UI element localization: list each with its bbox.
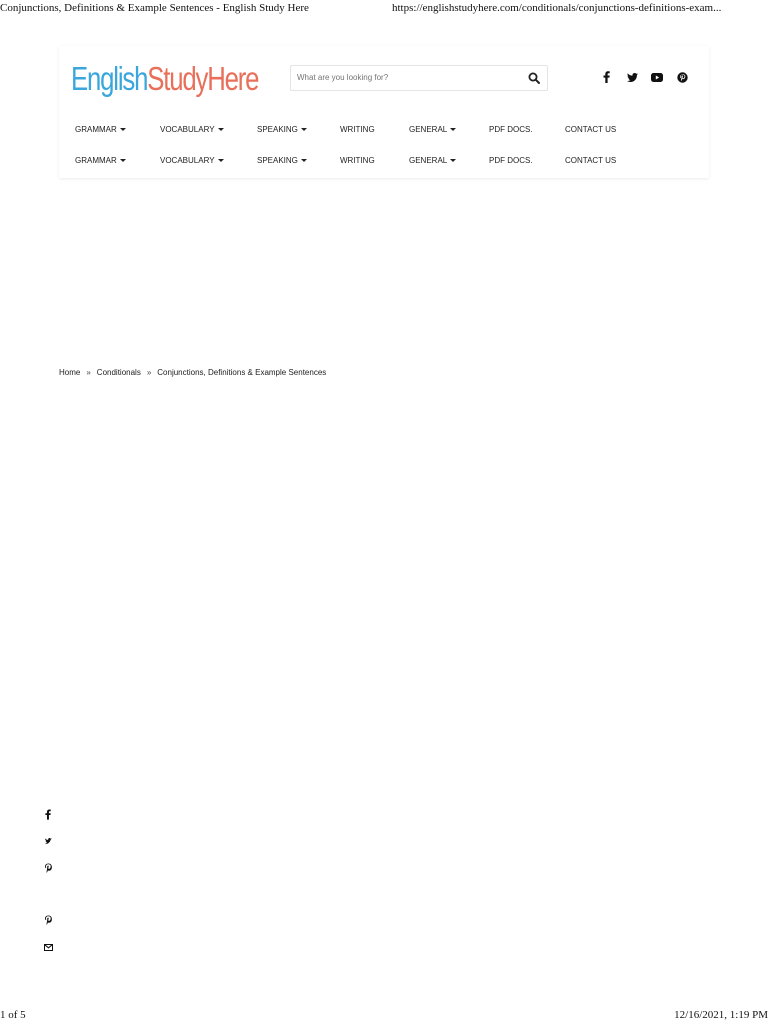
breadcrumb-current: Conjunctions, Definitions & Example Sentences [157, 368, 327, 377]
caret-down-icon [120, 128, 126, 131]
main-nav-primary [75, 125, 695, 139]
nav-vocabulary[interactable]: VOCABULARY [160, 156, 224, 165]
nav-contact-us[interactable]: CONTACT US [565, 156, 617, 165]
nav-general[interactable]: GENERAL [409, 156, 456, 165]
nav-speaking[interactable]: SPEAKING [257, 156, 307, 165]
nav-grammar[interactable]: GRAMMAR [75, 156, 126, 165]
print-footer [0, 1009, 768, 1023]
main-nav-sticky [75, 156, 695, 170]
breadcrumb-home[interactable]: Home [59, 368, 81, 377]
caret-down-icon [301, 128, 307, 131]
print-page-title: Conjunctions, Definitions & Example Sentences - English Study Here [0, 2, 309, 14]
nav-vocabulary[interactable]: VOCABULARY [160, 125, 224, 134]
search-input[interactable] [291, 66, 523, 88]
nav-grammar[interactable]: GRAMMAR [75, 125, 126, 134]
nav-writing[interactable]: WRITING [340, 125, 375, 134]
breadcrumb [59, 368, 326, 377]
nav-general[interactable]: GENERAL [409, 125, 456, 134]
nav-contact-us[interactable]: CONTACT US [565, 125, 617, 134]
breadcrumb-category[interactable]: Conditionals [96, 368, 141, 377]
print-datetime: 12/16/2021, 1:19 PM [674, 1009, 768, 1021]
email-icon[interactable] [42, 941, 54, 953]
twitter-icon[interactable] [625, 70, 639, 84]
nav-pdf-docs[interactable]: PDF DOCS. [489, 156, 533, 165]
nav-speaking[interactable]: SPEAKING [257, 125, 307, 134]
site-header [59, 46, 709, 178]
caret-down-icon [218, 159, 224, 162]
facebook-icon[interactable] [42, 808, 54, 820]
logo-english: English [71, 60, 148, 97]
search-box [290, 65, 548, 91]
print-page-number: 1 of 5 [0, 1009, 26, 1021]
caret-down-icon [218, 128, 224, 131]
breadcrumb-separator: » [146, 368, 152, 377]
breadcrumb-separator: » [86, 368, 91, 377]
print-header [0, 2, 768, 16]
nav-pdf-docs[interactable]: PDF DOCS. [489, 125, 533, 134]
caret-down-icon [450, 159, 456, 162]
nav-writing[interactable]: WRITING [340, 156, 375, 165]
caret-down-icon [450, 128, 456, 131]
print-page-url: https://englishstudyhere.com/conditionals/conjunctions-definitions-exam... [392, 2, 722, 14]
caret-down-icon [120, 159, 126, 162]
facebook-icon[interactable] [599, 70, 613, 84]
pinterest-icon[interactable] [42, 914, 54, 926]
pinterest-icon[interactable] [675, 70, 689, 84]
logo-studyhere: StudyHere [147, 60, 259, 97]
youtube-icon[interactable] [650, 70, 664, 84]
twitter-icon[interactable] [42, 835, 54, 847]
site-logo[interactable] [71, 60, 258, 98]
pinterest-icon[interactable] [42, 862, 54, 874]
caret-down-icon [301, 159, 307, 162]
search-icon[interactable] [525, 69, 543, 87]
